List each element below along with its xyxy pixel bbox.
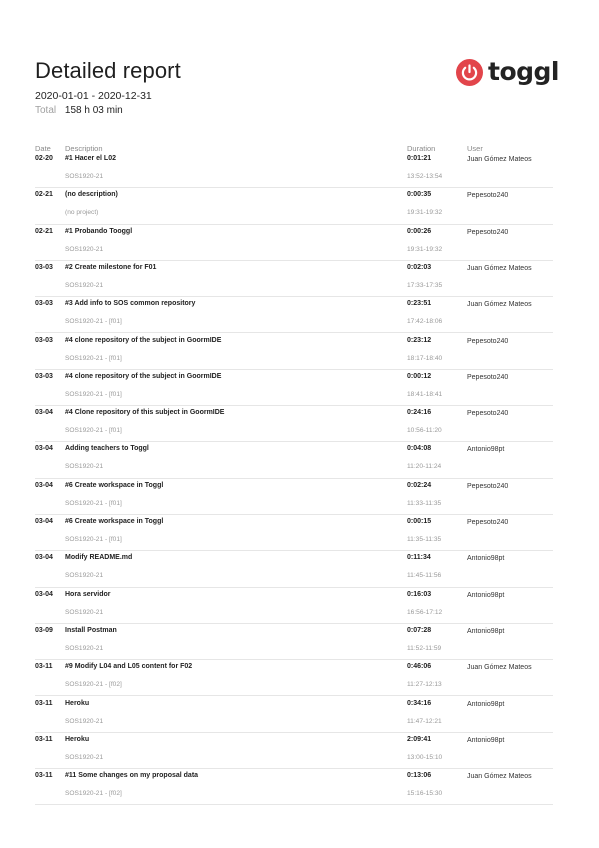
table-row xyxy=(35,479,553,515)
entry-date: 03-04 xyxy=(35,481,53,489)
entry-description: #6 Create workspace in Toggl xyxy=(65,518,164,525)
entry-description: #1 Probando Tooggl xyxy=(65,227,133,235)
column-header-duration: Duration xyxy=(407,144,436,153)
entry-description: Install Postman xyxy=(65,626,117,634)
entry-project: SOS1920-21 xyxy=(65,572,104,580)
entry-user: Antonio98pt xyxy=(467,555,505,563)
entry-time-range: 16:56-17:12 xyxy=(407,608,443,616)
table-row xyxy=(35,660,553,696)
entry-date: 03-11 xyxy=(35,735,53,743)
entry-duration: 0:13:06 xyxy=(407,772,432,780)
entry-date: 03-04 xyxy=(35,590,53,598)
entry-project: SOS1920-21 - [f01] xyxy=(65,499,122,507)
entry-duration: 0:04:08 xyxy=(407,445,432,453)
column-header-date: Date xyxy=(35,144,51,153)
entry-user: Juan Gómez Mateos xyxy=(467,773,532,781)
entry-user: Pepesoto240 xyxy=(467,228,509,236)
table-row xyxy=(35,406,553,442)
entry-user: Pepesoto240 xyxy=(467,410,509,418)
entry-duration: 0:23:12 xyxy=(407,336,432,344)
entry-time-range: 10:56-11:20 xyxy=(407,427,442,435)
entry-description: #3 Add info to SOS common repository xyxy=(65,300,196,308)
entry-date: 03-03 xyxy=(35,300,53,308)
entry-time-range: 17:33-17:35 xyxy=(407,281,443,289)
entry-description: #11 Some changes on my proposal data xyxy=(65,772,199,780)
entry-date: 03-11 xyxy=(35,663,53,671)
entry-date: 02-21 xyxy=(35,191,53,199)
entry-user: Juan Gómez Mateos xyxy=(467,301,532,309)
column-header-user: User xyxy=(467,144,483,153)
toggl-wordmark: toggl xyxy=(488,57,559,86)
entry-description: (no description) xyxy=(65,191,118,199)
entry-duration: 0:02:03 xyxy=(407,263,432,271)
total-label: Total xyxy=(35,105,57,116)
table-row xyxy=(35,225,553,261)
table-row xyxy=(35,370,553,406)
entry-date: 02-20 xyxy=(35,155,53,162)
entry-duration: 0:24:16 xyxy=(407,409,432,417)
entry-project: SOS1920-21 - [f02] xyxy=(65,790,122,798)
entry-project: SOS1920-21 xyxy=(65,717,104,725)
entry-description: #4 clone repository of the subject in GoormIDE xyxy=(65,372,222,380)
entry-duration: 0:07:28 xyxy=(407,626,432,634)
entry-time-range: 11:27-12:13 xyxy=(407,681,442,689)
entry-duration: 0:34:16 xyxy=(407,699,432,707)
entry-user: Juan Gómez Mateos xyxy=(467,264,532,272)
table-row xyxy=(35,769,553,805)
entry-description: #6 Create workspace in Toggl xyxy=(65,481,164,489)
entry-duration: 0:00:26 xyxy=(407,227,432,235)
entry-time-range: 11:47-12:21 xyxy=(407,717,442,725)
entry-project: SOS1920-21 - [f02] xyxy=(65,681,122,689)
toggl-logo xyxy=(456,58,559,86)
entry-duration: 0:00:35 xyxy=(407,191,432,199)
entry-duration: 0:16:03 xyxy=(407,590,432,598)
entry-user: Antonio98pt xyxy=(467,446,505,454)
entry-duration: 0:02:24 xyxy=(407,481,432,489)
entry-project: SOS1920-21 xyxy=(65,644,104,652)
entry-time-range: 17:42-18:06 xyxy=(407,318,443,326)
entry-duration: 0:00:15 xyxy=(407,518,432,525)
entry-date: 02-21 xyxy=(35,227,53,235)
entry-date: 03-04 xyxy=(35,518,53,525)
entry-time-range: 19:31-19:32 xyxy=(407,209,443,217)
entry-user: Pepesoto240 xyxy=(467,482,509,490)
entry-description: Heroku xyxy=(65,699,90,707)
entry-description: Heroku xyxy=(65,735,90,743)
report-date-range: 2020-01-01 - 2020-12-31 xyxy=(35,90,152,102)
entry-description: #2 Create milestone for F01 xyxy=(65,263,157,271)
entry-date: 03-03 xyxy=(35,336,53,344)
entry-time-range: 18:41-18:41 xyxy=(407,390,443,398)
table-row xyxy=(35,733,553,769)
entry-project: SOS1920-21 - [f01] xyxy=(65,427,122,435)
entry-time-range: 13:52-13:54 xyxy=(407,173,443,180)
column-header-description: Description xyxy=(65,144,103,153)
total-value: 158 h 03 min xyxy=(64,105,123,116)
entry-user: Antonio98pt xyxy=(467,591,505,599)
entry-description: #1 Hacer el L02 xyxy=(65,155,116,162)
entry-date: 03-04 xyxy=(35,409,53,417)
entry-time-range: 11:20-11:24 xyxy=(407,463,442,471)
entry-date: 03-11 xyxy=(35,772,53,780)
entry-time-range: 18:17-18:40 xyxy=(407,354,443,362)
table-row xyxy=(35,697,553,733)
entry-project: SOS1920-21 xyxy=(65,173,104,180)
entry-description: Hora servidor xyxy=(65,590,111,598)
entry-time-range: 11:35-11:35 xyxy=(407,536,442,543)
table-row xyxy=(35,588,553,624)
entry-user: Pepesoto240 xyxy=(467,337,509,345)
table-row xyxy=(35,297,553,333)
entry-description: #4 Clone repository of this subject in GoormIDE xyxy=(65,409,225,417)
table-row xyxy=(35,188,553,224)
entry-date: 03-03 xyxy=(35,263,53,271)
entry-user: Juan Gómez Mateos xyxy=(467,664,532,672)
entry-date: 03-11 xyxy=(35,699,53,707)
entry-description: #9 Modify L04 and L05 content for F02 xyxy=(65,663,193,671)
entry-time-range: 11:33-11:35 xyxy=(407,499,442,507)
entry-duration: 0:01:21 xyxy=(407,155,432,162)
entry-project: (no project) xyxy=(65,209,99,217)
entry-project: SOS1920-21 - [f01] xyxy=(65,536,122,543)
table-row xyxy=(35,442,553,478)
table-row xyxy=(35,551,553,587)
entry-user: Pepesoto240 xyxy=(467,192,509,200)
entry-time-range: 15:16-15:30 xyxy=(407,790,443,798)
entry-date: 03-09 xyxy=(35,626,53,634)
entry-time-range: 11:52-11:59 xyxy=(407,644,442,652)
entry-project: SOS1920-21 xyxy=(65,463,104,471)
entry-duration: 2:09:41 xyxy=(407,735,432,743)
entry-description: #4 clone repository of the subject in GoormIDE xyxy=(65,336,222,344)
entry-time-range: 19:31-19:32 xyxy=(407,245,443,253)
entry-duration: 0:23:51 xyxy=(407,300,432,308)
entry-user: Antonio98pt xyxy=(467,736,505,744)
entry-time-range: 11:45-11:56 xyxy=(407,572,442,580)
entry-description: Modify README.md xyxy=(65,554,133,562)
entry-date: 03-03 xyxy=(35,372,53,380)
entry-user: Pepesoto240 xyxy=(467,373,509,381)
entry-user: Juan Gómez Mateos xyxy=(467,156,532,163)
table-row xyxy=(35,624,553,660)
entry-project: SOS1920-21 xyxy=(65,281,104,289)
entry-user: Antonio98pt xyxy=(467,700,505,708)
entry-user: Antonio98pt xyxy=(467,627,505,635)
entry-user: Pepesoto240 xyxy=(467,519,509,526)
entry-duration: 0:11:34 xyxy=(407,554,431,562)
entry-project: SOS1920-21 xyxy=(65,608,104,616)
entry-project: SOS1920-21 xyxy=(65,753,104,761)
table-row xyxy=(35,334,553,370)
entry-project: SOS1920-21 - [f01] xyxy=(65,390,122,398)
report-total xyxy=(35,105,123,116)
power-icon xyxy=(456,59,483,86)
entry-project: SOS1920-21 - [f01] xyxy=(65,318,122,326)
entry-project: SOS1920-21 xyxy=(65,245,104,253)
entry-date: 03-04 xyxy=(35,445,53,453)
table-row xyxy=(35,152,553,188)
entry-description: Adding teachers to Toggl xyxy=(65,445,149,453)
table-row xyxy=(35,261,553,297)
entry-duration: 0:00:12 xyxy=(407,372,432,380)
entry-duration: 0:46:06 xyxy=(407,663,432,671)
table-row xyxy=(35,515,553,551)
report-title: Detailed report xyxy=(35,58,181,83)
entry-date: 03-04 xyxy=(35,554,53,562)
entry-time-range: 13:00-15:10 xyxy=(407,753,443,761)
entry-project: SOS1920-21 - [f01] xyxy=(65,354,122,362)
